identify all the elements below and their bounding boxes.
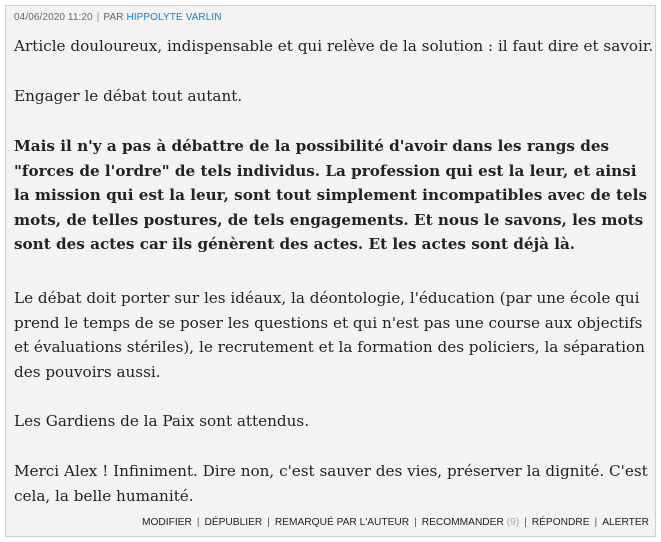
action-separator: | — [594, 517, 598, 528]
comment-paragraph: Le débat doit porter sur les idéaux, la déontologie, l'éducation (par une école qui prend le temps de se poser les questions et qui n'est pas une course aux objectifs et évaluations stériles), le recrutement et la formation des policiers, la séparation des pouvoirs aussi. — [14, 289, 645, 381]
meta-separator: | — [96, 12, 100, 23]
action-separator: | — [414, 517, 417, 528]
comment-paragraph: Les Gardiens de la Paix sont attendus. — [14, 412, 310, 430]
comment-paragraph-bold: Mais il n'y a pas à débattre de la possibilité d'avoir dans les rangs des "forces de l'ordre" de tels individus. La profession qui est la leur, et ainsi la mission qui est la leur, sont tout simplement incompatibles avec de tels mots, de telles postures, de tels engagements. Et nous le savons, les mots sont des actes car ils génèrent des actes. Et les actes sont déjà là. — [14, 137, 648, 253]
alert-button[interactable]: ALERTER — [602, 517, 649, 528]
noticed-by-author-button[interactable]: REMARQUÉ PAR L'AUTEUR — [274, 517, 410, 528]
comment-paragraph: Merci Alex ! Infiniment. Dire non, c'est sauver des vies, préserver la dignité. C'est cela, la belle humanité. — [14, 462, 648, 505]
comment-meta — [14, 12, 222, 23]
reply-button[interactable]: RÉPONDRE — [531, 517, 590, 528]
by-label: PAR — [103, 12, 124, 23]
recommend-label: RECOMMANDER — [421, 517, 504, 528]
recommend-count: (9) — [506, 517, 520, 528]
recommend-button[interactable] — [422, 517, 519, 528]
action-separator: | — [267, 517, 270, 528]
author-link[interactable]: HIPPOLYTE VARLIN — [126, 12, 222, 23]
comment-paragraph: Article douloureux, indispensable et qui relève de la solution : il faut dire et savoir. — [14, 37, 654, 55]
comment-date: 04/06/2020 11:20 — [14, 12, 93, 23]
comment-paragraph: Engager le débat tout autant. — [14, 87, 243, 105]
comment-card — [5, 5, 656, 537]
unpublish-button[interactable]: DÉPUBLIER — [204, 517, 263, 528]
action-separator: | — [196, 517, 200, 528]
comment-actions — [142, 517, 649, 528]
action-separator: | — [524, 517, 527, 528]
modify-button[interactable]: MODIFIER — [142, 517, 192, 528]
